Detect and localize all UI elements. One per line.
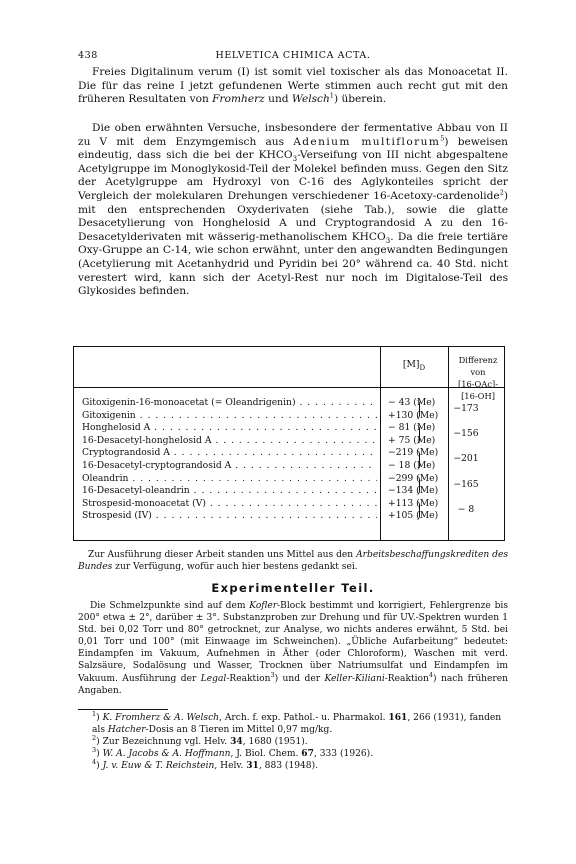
rotation-value: − 81 (Me) <box>388 422 436 434</box>
footnote-number: 2 <box>92 733 97 742</box>
footnote-authors: J. v. Euw & T. Reichstein <box>102 761 215 771</box>
compound-name: Gitoxigenin-16-monoacetat (= Oleandrigenin) . . . <box>82 397 377 410</box>
footnote-authors: W. A. Jacobs & A. Hoffmann <box>102 749 231 759</box>
brace <box>415 476 420 495</box>
footnote-text: , J. Biol. Chem. <box>230 749 302 759</box>
ack-funding-source: Arbeitsbeschaffungskrediten des Bundes <box>78 550 508 572</box>
rotation-value: +113 (Me) <box>388 497 439 509</box>
paragraph-toxicity <box>78 66 508 107</box>
rotation-value: −134 (Me) <box>388 485 439 497</box>
rotation-value: +105 (Me) <box>388 510 439 522</box>
ack-text-2: zur Verfügung, wofür auch hier bestens gedankt sei. <box>112 562 358 572</box>
compound-name: Gitoxigenin . . . <box>82 410 377 423</box>
footnote-volume: 67 <box>301 748 314 759</box>
compound-name: 16-Desacetyl-oleandrin . . . <box>82 485 377 498</box>
footnote-ref-4[interactable]: 4 <box>428 670 434 679</box>
footnote-authors: K. Fromherz & A. Welsch <box>102 713 220 723</box>
difference-group <box>415 447 505 472</box>
footnote-text: , Arch. f. exp. Pathol.- u. Pharmakol. <box>219 713 389 723</box>
footnote-text: Zur Bezeichnung vgl. Helv. <box>102 737 231 747</box>
brace <box>415 400 420 419</box>
compound-name: 16-Desacetyl-honghelosid A . . . <box>82 435 377 448</box>
exp-kofler: Kofler <box>249 601 278 611</box>
para2-text-1: Die oben erwähnten Versuche, insbesondere der fermentative Abbau von II zu V mit dem Enzymgemisch aus <box>78 122 508 148</box>
footnote-hatcher: Hatcher <box>107 725 146 735</box>
footnote-number: 1 <box>92 709 97 718</box>
para1-author-welsch: Welsch <box>291 93 330 106</box>
table-body <box>82 397 502 523</box>
rotation-value: +130 (Me) <box>388 409 439 421</box>
footnote-number: 3 <box>92 745 97 754</box>
exp-text-2: -Block bestimmt und korrigiert, Fehlergrenze bis 200° etwa ± 2°, darüber ± 3°. Substanzproben zur Drehung und für UV.-Spektren wurden 1 Std. bei 0,02 Torr und 80° getrocknet, zur Analyse, wo nichts anderes erwähnt, 5 Std. bei 0,01 Torr und 100° (mit Einwaage im Schweinchen). „Übliche Aufarbeitung“ bedeutet: Eindampfen im Vakuum, Aufnehmen in Äther (oder Chloroform), Waschen mit verd. Salzsäure, Sodalösung und Wasser, Trocknen über Natriumsulfat und Eindampfen im Vakuum. Ausführung der <box>78 601 508 684</box>
rotation-value: − 18 (Me) <box>388 459 436 471</box>
difference-group <box>415 422 505 447</box>
table-header-rule <box>74 387 504 388</box>
experimental-paragraph <box>78 600 508 697</box>
table-header-difference <box>452 354 504 402</box>
para1-text-1: Freies Digitalinum verum (I) ist somit viel toxischer als das Monoacetat II. Die für das reine I jetzt gefundenen Werte stimmen auch recht gut mit den früheren Resultaten von <box>78 66 508 106</box>
difference-group <box>415 473 505 498</box>
footnote-text: , 883 (1948). <box>258 761 319 771</box>
table-header-md <box>384 359 444 370</box>
exp-text-1: Die Schmelzpunkte sind auf dem <box>90 601 250 611</box>
brace <box>415 425 420 444</box>
footnote-ref-3[interactable]: 3 <box>270 670 275 679</box>
footnote-volume: 34 <box>230 736 243 747</box>
footnote-ref-5[interactable]: 5 <box>440 134 445 143</box>
para1-text-2: und <box>264 93 292 106</box>
md-label: [M] <box>402 359 420 370</box>
exp-text-3: -Reaktion <box>226 673 271 684</box>
diff-header-line2: [16-OAc]-[16-OH] <box>457 379 499 401</box>
para2-adenium-multiflorum: Adenium multiflorum <box>293 135 441 148</box>
compound-name: Honghelosid A . . . <box>82 422 377 435</box>
para2-text-2: ) beweisen eindeutig, dass sich die bei der KHCO <box>78 135 508 162</box>
difference-value: −201 <box>453 453 479 465</box>
acknowledgement <box>78 549 508 573</box>
footnote-1: $^1$) K. Fromherz & A. Welsch, Arch. f. exp. Pathol.- u. Pharmakol. 161, 266 (1931), fanden als Hatcher-Dosis an 8 Tieren im Mittel 0,97 mg/kg. <box>92 709 502 735</box>
compound-name: Strospesid (IV) . . . <box>82 510 377 523</box>
footnotes <box>78 709 508 772</box>
footnote-text: , 333 (1926). <box>313 749 374 759</box>
rotation-table <box>73 346 505 541</box>
footnote-ref-1[interactable]: 1 <box>329 91 334 100</box>
ack-text-1: Zur Ausführung dieser Arbeit standen uns Mittel aus den <box>88 550 357 560</box>
para2-text-3: -Verseifung von III nicht abgespaltene Acetylgruppe im Monoglykosid-Teil der Molekel befinden muss. Gegen den Sitz der Acetylgruppe am Hydroxyl von C-16 des Aglykonteiles spricht der Vergleich der molekularen Drehungen verschiedener 16-Acetoxy-cardenolide <box>78 149 508 202</box>
difference-group <box>415 498 505 523</box>
page-number: 438 <box>78 50 98 61</box>
para1-text-3: ) überein. <box>333 93 387 106</box>
exp-text-5: -Reaktion <box>384 673 429 684</box>
running-header <box>78 50 508 64</box>
footnote-volume: 161 <box>388 712 408 723</box>
brace <box>415 450 420 469</box>
difference-value: −173 <box>453 403 479 414</box>
exp-text-4: ) und der <box>274 673 325 684</box>
footnote-3: $^3$) W. A. Jacobs & A. Hoffmann, J. Biol. Chem. 67, 333 (1926). <box>92 745 374 759</box>
footnote-2: $^2$) Zur Bezeichnung vgl. Helv. 34, 1680 (1951). <box>92 733 308 747</box>
para2-sub-2: 3 <box>385 236 391 245</box>
footnote-number: 4 <box>92 757 97 766</box>
difference-value: − 8 <box>457 503 475 515</box>
compound-name: Oleandrin . . . <box>82 473 377 486</box>
para2-sub-1: 3 <box>292 155 298 164</box>
footnote-text: -Dosis an 8 Tieren im Mittel 0,97 mg/kg. <box>145 725 333 735</box>
difference-value: −156 <box>453 428 479 440</box>
difference-group <box>415 397 505 422</box>
rotation-value: + 75 (Me) <box>388 434 436 446</box>
rotation-value: −219 (Me) <box>388 447 439 459</box>
journal-title: HELVETICA CHIMICA ACTA. <box>215 50 371 61</box>
para1-author-fromherz: Fromherz <box>212 93 265 106</box>
exp-text-6: ) nach früheren Angaben. <box>78 673 509 696</box>
footnote-text: , Helv. <box>214 761 247 771</box>
difference-value: −165 <box>453 478 479 490</box>
para2-text-5: . Da die freie tertiäre Oxy-Gruppe an C-14, wie schon erwähnt, unter den angewandten Bedingungen (Acetylierung mit Acetanhydrid und Pyridin bei 20° während ca. 40 Std. nicht verestert wird, kann sich der Acetyl-Rest nur noch im Digitalose-Teil des Glykosides befinden. <box>78 230 508 298</box>
compound-name: Strospesid-monoacetat (V) . . . <box>82 498 377 511</box>
footnote-ref-2[interactable]: 2 <box>499 188 504 197</box>
md-sub: D <box>419 363 426 372</box>
footnote-volume: 31 <box>246 760 259 771</box>
compound-name: 16-Desacetyl-cryptograndosid A . . . <box>82 460 377 473</box>
rotation-value: −299 (Me) <box>388 472 439 484</box>
rotation-value: − 43 (Me) <box>388 397 436 408</box>
diff-header-line1: Differenz von <box>458 355 498 377</box>
footnote-text: , 266 (1931), fanden als <box>92 713 502 735</box>
section-title: Experimenteller Teil. <box>211 581 375 595</box>
exp-keller-kiliani: Keller-Kiliani <box>324 673 385 684</box>
footnote-4: $^4$) J. v. Euw & T. Reichstein, Helv. 31, 883 (1948). <box>92 757 319 771</box>
footnote-text: , 1680 (1951). <box>242 737 308 747</box>
compound-name: Cryptograndosid A . . . <box>82 447 377 460</box>
exp-legal: Legal <box>200 673 227 684</box>
brace <box>415 501 420 520</box>
paragraph-acetyl-position <box>78 122 508 299</box>
para2-text-4: ) mit den entsprechenden Oxyderivaten (siehe Tab.), sowie die glatte Desacetylierung von Honghelosid A und Cryptograndosid A zu den 16-Desacetylderivaten mit wässerig-methanolischem KHCO <box>78 189 508 243</box>
